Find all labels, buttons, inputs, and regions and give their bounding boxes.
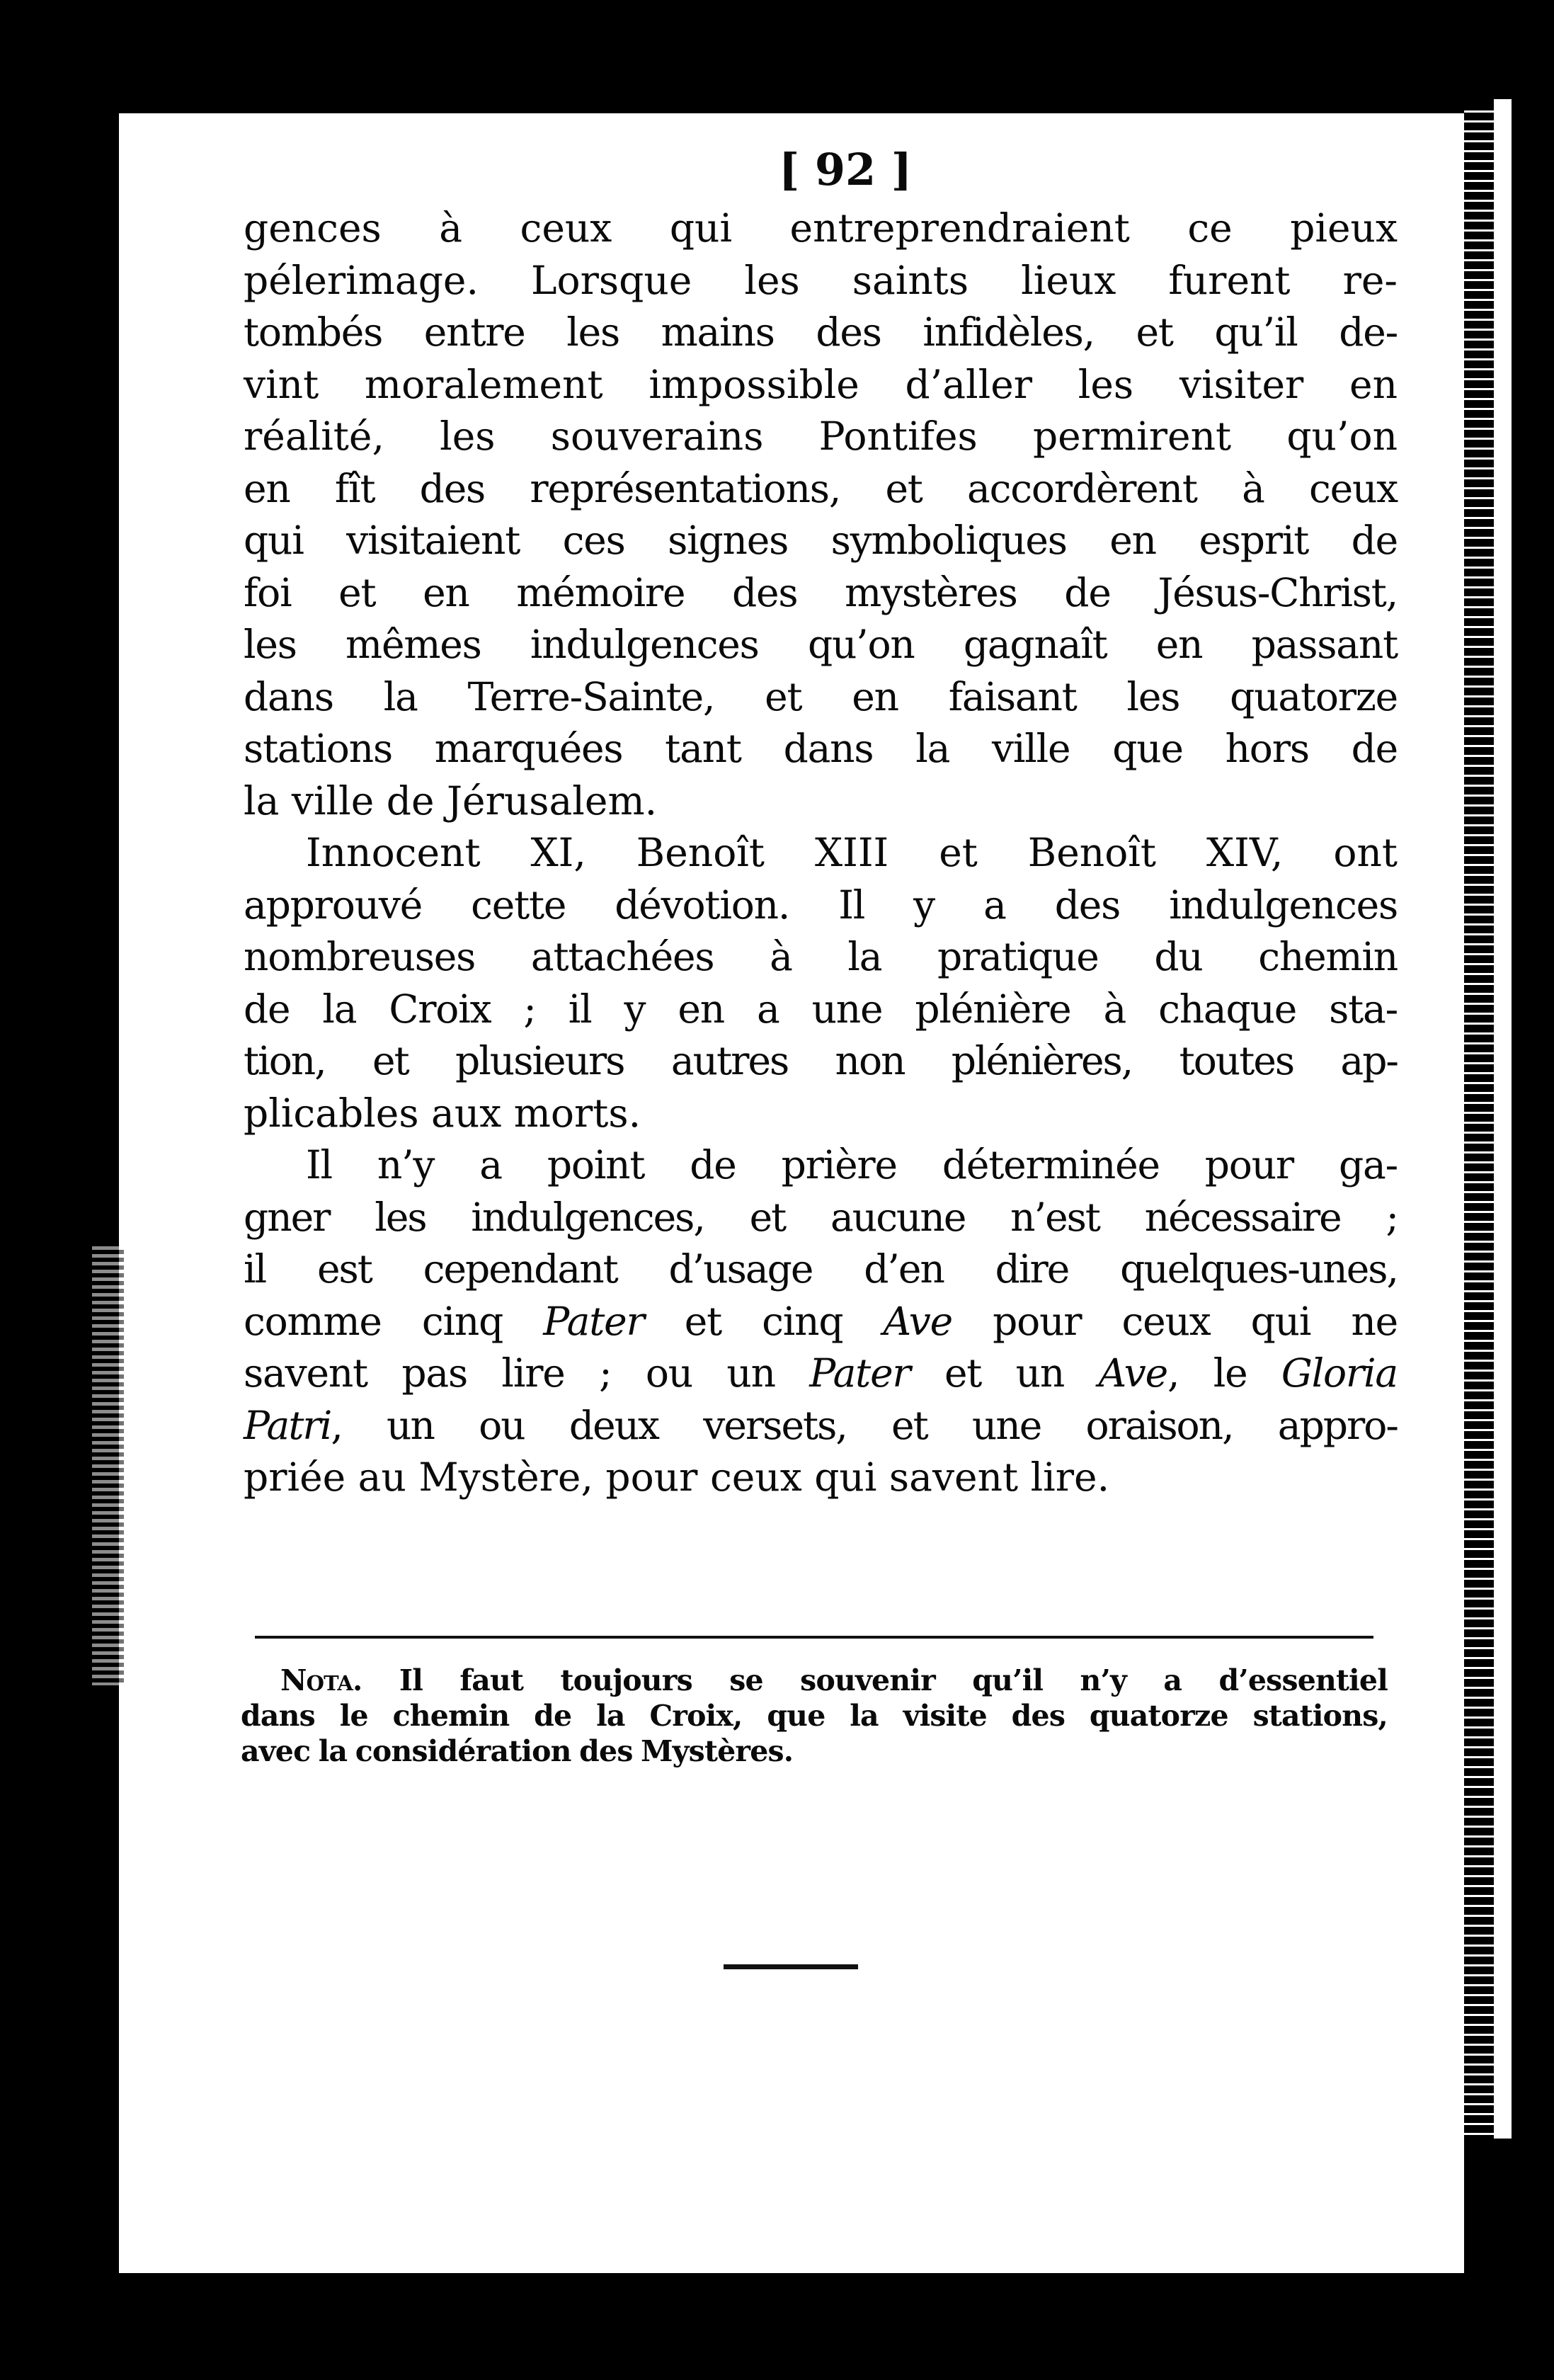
text-line: les mêmes indulgences qu’on gagnaît en passant <box>244 622 1398 667</box>
tailpiece-rule <box>724 1964 858 1969</box>
footnote-line: dans le chemin de la Croix, que la visite des quatorze stations, <box>241 1699 1388 1733</box>
text-segment: pour ceux qui ne <box>952 1298 1398 1344</box>
footnote <box>241 1663 1388 1769</box>
text-segment: savent pas lire ; ou un <box>244 1350 810 1396</box>
text-line: priée au Mystère, pour ceux qui savent lire. <box>244 1454 1110 1500</box>
italic-word: Ave <box>883 1298 953 1344</box>
text-line: réalité, les souverains Pontifes permirent qu’on <box>244 414 1398 459</box>
text-line: de la Croix ; il y en a une plénière à chaque sta- <box>244 986 1398 1032</box>
text-line <box>244 1400 1398 1452</box>
text-line: tion, et plusieurs autres non plénières, toutes ap- <box>244 1038 1398 1083</box>
text-line: nombreuses attachées à la pratique du chemin <box>244 934 1398 979</box>
binding-speckle <box>92 1246 124 1685</box>
italic-word: Pater <box>543 1298 644 1344</box>
paragraph-1 <box>244 203 1398 827</box>
italic-word: Ave <box>1098 1350 1168 1396</box>
text-line: dans la Terre-Sainte, et en faisant les quatorze <box>244 673 1398 719</box>
italic-word: Gloria <box>1281 1350 1398 1396</box>
page-edge-shadow <box>1464 106 1494 2139</box>
text-line: Innocent XI, Benoît XIII et Benoît XIV, ont <box>306 830 1398 875</box>
footnote-line <box>241 1663 1388 1698</box>
text-line: il est cependant d’usage d’en dire quelques-unes, <box>244 1246 1398 1292</box>
next-page-edge <box>1494 99 1512 2139</box>
page-text <box>244 142 1398 1504</box>
text-line <box>244 1348 1398 1400</box>
footnote-line: avec la considération des Mystères. <box>241 1734 794 1768</box>
paragraph-2 <box>244 827 1398 1139</box>
italic-word: Patri <box>244 1402 331 1448</box>
text-line: gner les indulgences, et aucune n’est nécessaire ; <box>244 1194 1398 1240</box>
page-number: [ 92 ] <box>778 144 913 195</box>
text-line: gences à ceux qui entreprendraient ce pieux <box>244 205 1398 251</box>
text-segment: . Il faut toujours se souvenir qu’il n’y a d’essentiel <box>353 1663 1388 1697</box>
text-line: Il n’y a point de prière déterminée pour ga- <box>306 1142 1398 1188</box>
text-segment: , le <box>1167 1350 1281 1396</box>
text-line: qui visitaient ces signes symboliques en esprit de <box>244 518 1398 563</box>
text-segment: et cinq <box>644 1298 884 1344</box>
text-line: stations marquées tant dans la ville que hors de <box>244 726 1398 771</box>
text-segment: et un <box>910 1350 1099 1396</box>
text-line: pélerimage. Lorsque les saints lieux furent re- <box>244 257 1398 303</box>
text-line <box>244 1296 1398 1348</box>
text-line: vint moralement impossible d’aller les visiter en <box>244 361 1398 407</box>
text-line: la ville de Jérusalem. <box>244 778 658 824</box>
text-segment: , un ou deux versets, et une oraison, appro- <box>331 1402 1398 1448</box>
footnote-label: Nota <box>280 1663 353 1697</box>
paragraph-3 <box>244 1139 1398 1504</box>
italic-word: Pater <box>809 1350 910 1396</box>
footnote-divider <box>255 1636 1373 1639</box>
text-line: tombés entre les mains des infidèles, et qu’il de- <box>244 309 1398 355</box>
text-line: foi et en mémoire des mystères de Jésus-Christ, <box>244 569 1398 615</box>
text-line: en fît des représentations, et accordèrent à ceux <box>244 465 1398 511</box>
text-segment: comme cinq <box>244 1298 544 1344</box>
text-line: approuvé cette dévotion. Il y a des indulgences <box>244 882 1398 928</box>
text-line: plicables aux morts. <box>244 1090 641 1136</box>
